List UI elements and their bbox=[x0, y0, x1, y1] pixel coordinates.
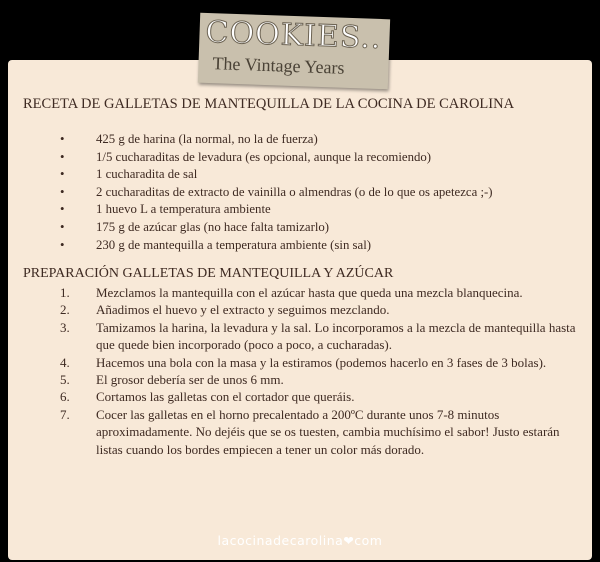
bullet-icon: • bbox=[60, 149, 65, 164]
watermark-domain: com bbox=[354, 533, 383, 548]
ingredient-text: 175 g de azúcar glas (no hace falta tamizarlo) bbox=[96, 219, 330, 234]
preparation-title: PREPARACIÓN GALLETAS DE MANTEQUILLA Y AZÚCAR bbox=[23, 266, 394, 281]
bullet-icon: • bbox=[60, 237, 65, 252]
step-text: Cocer las galletas en el horno precalentado a 200ºC durante unos 7-8 minutos aproximadamente. No dejéis que se os tuesten, cambia muchísimo el sabor! Justo estarán listas cuando los bordes empiecen a tener un color más dorado. bbox=[96, 406, 560, 457]
step-number: 6. bbox=[60, 389, 70, 405]
ingredient-text: 1 cucharadita de sal bbox=[96, 167, 198, 182]
ingredient-text: 425 g de harina (la normal, no la de fuerza) bbox=[96, 132, 318, 146]
watermark bbox=[0, 533, 600, 548]
bullet-icon: • bbox=[60, 202, 65, 217]
bullet-icon: • bbox=[60, 167, 65, 182]
bullet-icon: • bbox=[60, 219, 65, 234]
cookies-vintage-label bbox=[198, 13, 390, 90]
step-item bbox=[0, 319, 600, 354]
step-text: Tamizamos la harina, la levadura y la sal. Lo incorporamos a la mezcla de mantequilla hasta que quede bien incorporado (poco a poco, a cucharadas). bbox=[96, 319, 576, 353]
step-item bbox=[0, 354, 600, 371]
step-number: 5. bbox=[60, 372, 70, 388]
step-text: Mezclamos la mantequilla con el azúcar hasta que queda una mezcla blanquecina. bbox=[96, 285, 523, 300]
step-number: 3. bbox=[60, 319, 70, 335]
recipe-title: RECETA DE GALLETAS DE MANTEQUILLA DE LA COCINA DE CAROLINA bbox=[23, 96, 515, 112]
step-text: Añadimos el huevo y el extracto y seguimos mezclando. bbox=[96, 302, 390, 318]
step-text: Cortamos las galletas con el cortador que queráis. bbox=[96, 389, 355, 405]
label-subtitle: The Vintage Years bbox=[212, 53, 345, 78]
ingredient-text: 1 huevo L a temperatura ambiente bbox=[96, 202, 271, 217]
step-number: 4. bbox=[60, 354, 70, 370]
ingredient-text: 2 cucharaditas de extracto de vainilla o almendras (o de lo que os apetezca ;-) bbox=[96, 184, 493, 199]
step-number: 2. bbox=[60, 302, 70, 318]
label-title: COOKIES.. bbox=[204, 14, 382, 57]
step-item bbox=[0, 406, 600, 458]
steps-list bbox=[0, 284, 600, 458]
watermark-text: lacocinadecarolina bbox=[217, 533, 344, 548]
step-item bbox=[0, 371, 600, 388]
heart-icon: ❤ bbox=[343, 533, 355, 548]
step-number: 1. bbox=[60, 285, 70, 300]
step-item bbox=[0, 388, 600, 405]
step-item bbox=[0, 301, 600, 318]
ingredient-text: 1/5 cucharaditas de levadura (es opcional, aunque la recomiendo) bbox=[96, 149, 432, 164]
step-text: El grosor debería ser de unos 6 mm. bbox=[96, 372, 284, 388]
ingredient-text: 230 g de mantequilla a temperatura ambiente (sin sal) bbox=[96, 237, 372, 252]
bullet-icon: • bbox=[60, 132, 65, 146]
step-number: 7. bbox=[60, 406, 70, 422]
step-text: Hacemos una bola con la masa y la estiramos (podemos hacerlo en 3 fases de 3 bolas). bbox=[96, 354, 547, 370]
step-item bbox=[0, 284, 600, 301]
bullet-icon: • bbox=[60, 184, 65, 199]
